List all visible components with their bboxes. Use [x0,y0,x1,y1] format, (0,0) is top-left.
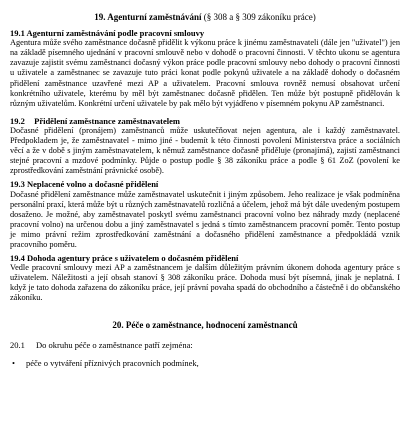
subsection-19-4-heading: 19.4 Dohoda agentury práce s uživatelem o dočasném přidělení [10,253,239,264]
subsection-19-1-heading: 19.1 Agenturní zaměstnávání podle pracovní smlouvy [10,28,205,39]
subsection-19-2-heading [10,116,400,126]
subsection-19-4-text: Vedle pracovní smlouvy mezi AP a zaměstnancem je dalším důležitým právním úkonem dohoda agentury práce s uživatelem. Náležitosti a její obsah stanoví § 308 zákoníku práce. Dohoda musí být písemná, jinak je neplatná. I když je tato dohoda zařazena do zákoníku práce, její právní povaha spadá do obchodního a částečně i do občanského zákoníku. [10,263,400,303]
section-19-title [10,12,400,22]
subsection-19-2-text: Dočasné přidělení (pronájem) zaměstnanců může uskutečňovat nejen agentura, ale i každý zaměstnavatel. Předpokladem je, že zaměstnavatel - mimo jiné - budemít k této činnosti povolení Ministerstva práce a sociálních věcí a že v době s jiným zaměstnavatelem, k němuž zaměstnance dočasně přiděluje (pronajímá), zajistí zaměstnanci stejné pracovní a mzdové podmínky. Půjde o postup podle § 38 zákoníku práce a podle § 61 ZoZ (povolení ke zprostředkování zaměstnání právnické osobě). [10,125,400,176]
section-19-title-paragraph-ref: (§ 308 a § 309 zákoníku práce) [201,12,316,22]
bullet-icon: • [12,357,15,368]
subsection-19-2-number: 19.2 [10,115,25,126]
list-item [10,358,400,368]
list-item-text: péče o vytváření příznivých pracovních podmínek, [26,357,199,368]
subsection-20-1-text: Do okruhu péče o zaměstnance patří zejména: [36,339,193,350]
subsection-19-3-text: Dočasné přidělení zaměstnance může zaměstnavatel uskutečnit i jiným způsobem. Jeho realizace je však podmíněna personální praxí, která může být u různých zaměstnavatelů rozličná a účelem, jehož má být dále uvedeným postupem dosaženo. Je možné, aby zaměstnavatel poskytl svému zaměstnanci pracovní volno bez náhrady mzdy (neplacené pracovní volno) na určenou dobu a jiný zaměstnavatel s jedná s tímto zaměstnancem pracovní poměr. Tento postup je mimo právní režim zprostředkování zaměstnání a dočasného přidělení zaměstnance a předpokládá vznik pracovního poměru. [10,189,400,249]
section-19-title-main: 19. Agenturní zaměstnávání [94,12,202,22]
subsection-19-3-heading: 19.3 Neplacené volno a dočasné přidělení [10,179,159,190]
subsection-19-1-text: Agentura může svého zaměstnance dočasně přidělit k výkonu práce k jinému zaměstnavateli (dále jen "uživatel") jen na základě písemného ujednání v pracovní smlouvě nebo v dohodě o pracovní činnosti. V těchto ukonu se agentura zavazuje zajistit svému zaměstnanci dočasný výkon práce podle pracovní smlouvy nebo dohody o pracovní činnosti u uživatele a zaměstnanec se zavazuje tuto práci konat podle pokynů uživatele a na základě dohody o dočasném přidělení zaměstnance uzavřené mezi AP a uživatelem. Pracovní smlouva rovněž nemusí obsahovat určení konkrétního uživatele, kterému by měl být zaměstnanec dočasně přidělen. Ten může být postupně přidělován k různým uživatelům. Konkrétní určení uživatele by pak mělo být vyjádřeno v písemném pokynu AP zaměstnanci. [10,38,400,108]
subsection-19-2-title: Přidělení zaměstnance zaměstnavatelem [34,115,180,126]
subsection-20-1-number: 20.1 [10,339,25,350]
section-20-title: 20. Péče o zaměstnance, hodnocení zaměstnanců [112,319,298,330]
subsection-20-1 [10,340,400,350]
